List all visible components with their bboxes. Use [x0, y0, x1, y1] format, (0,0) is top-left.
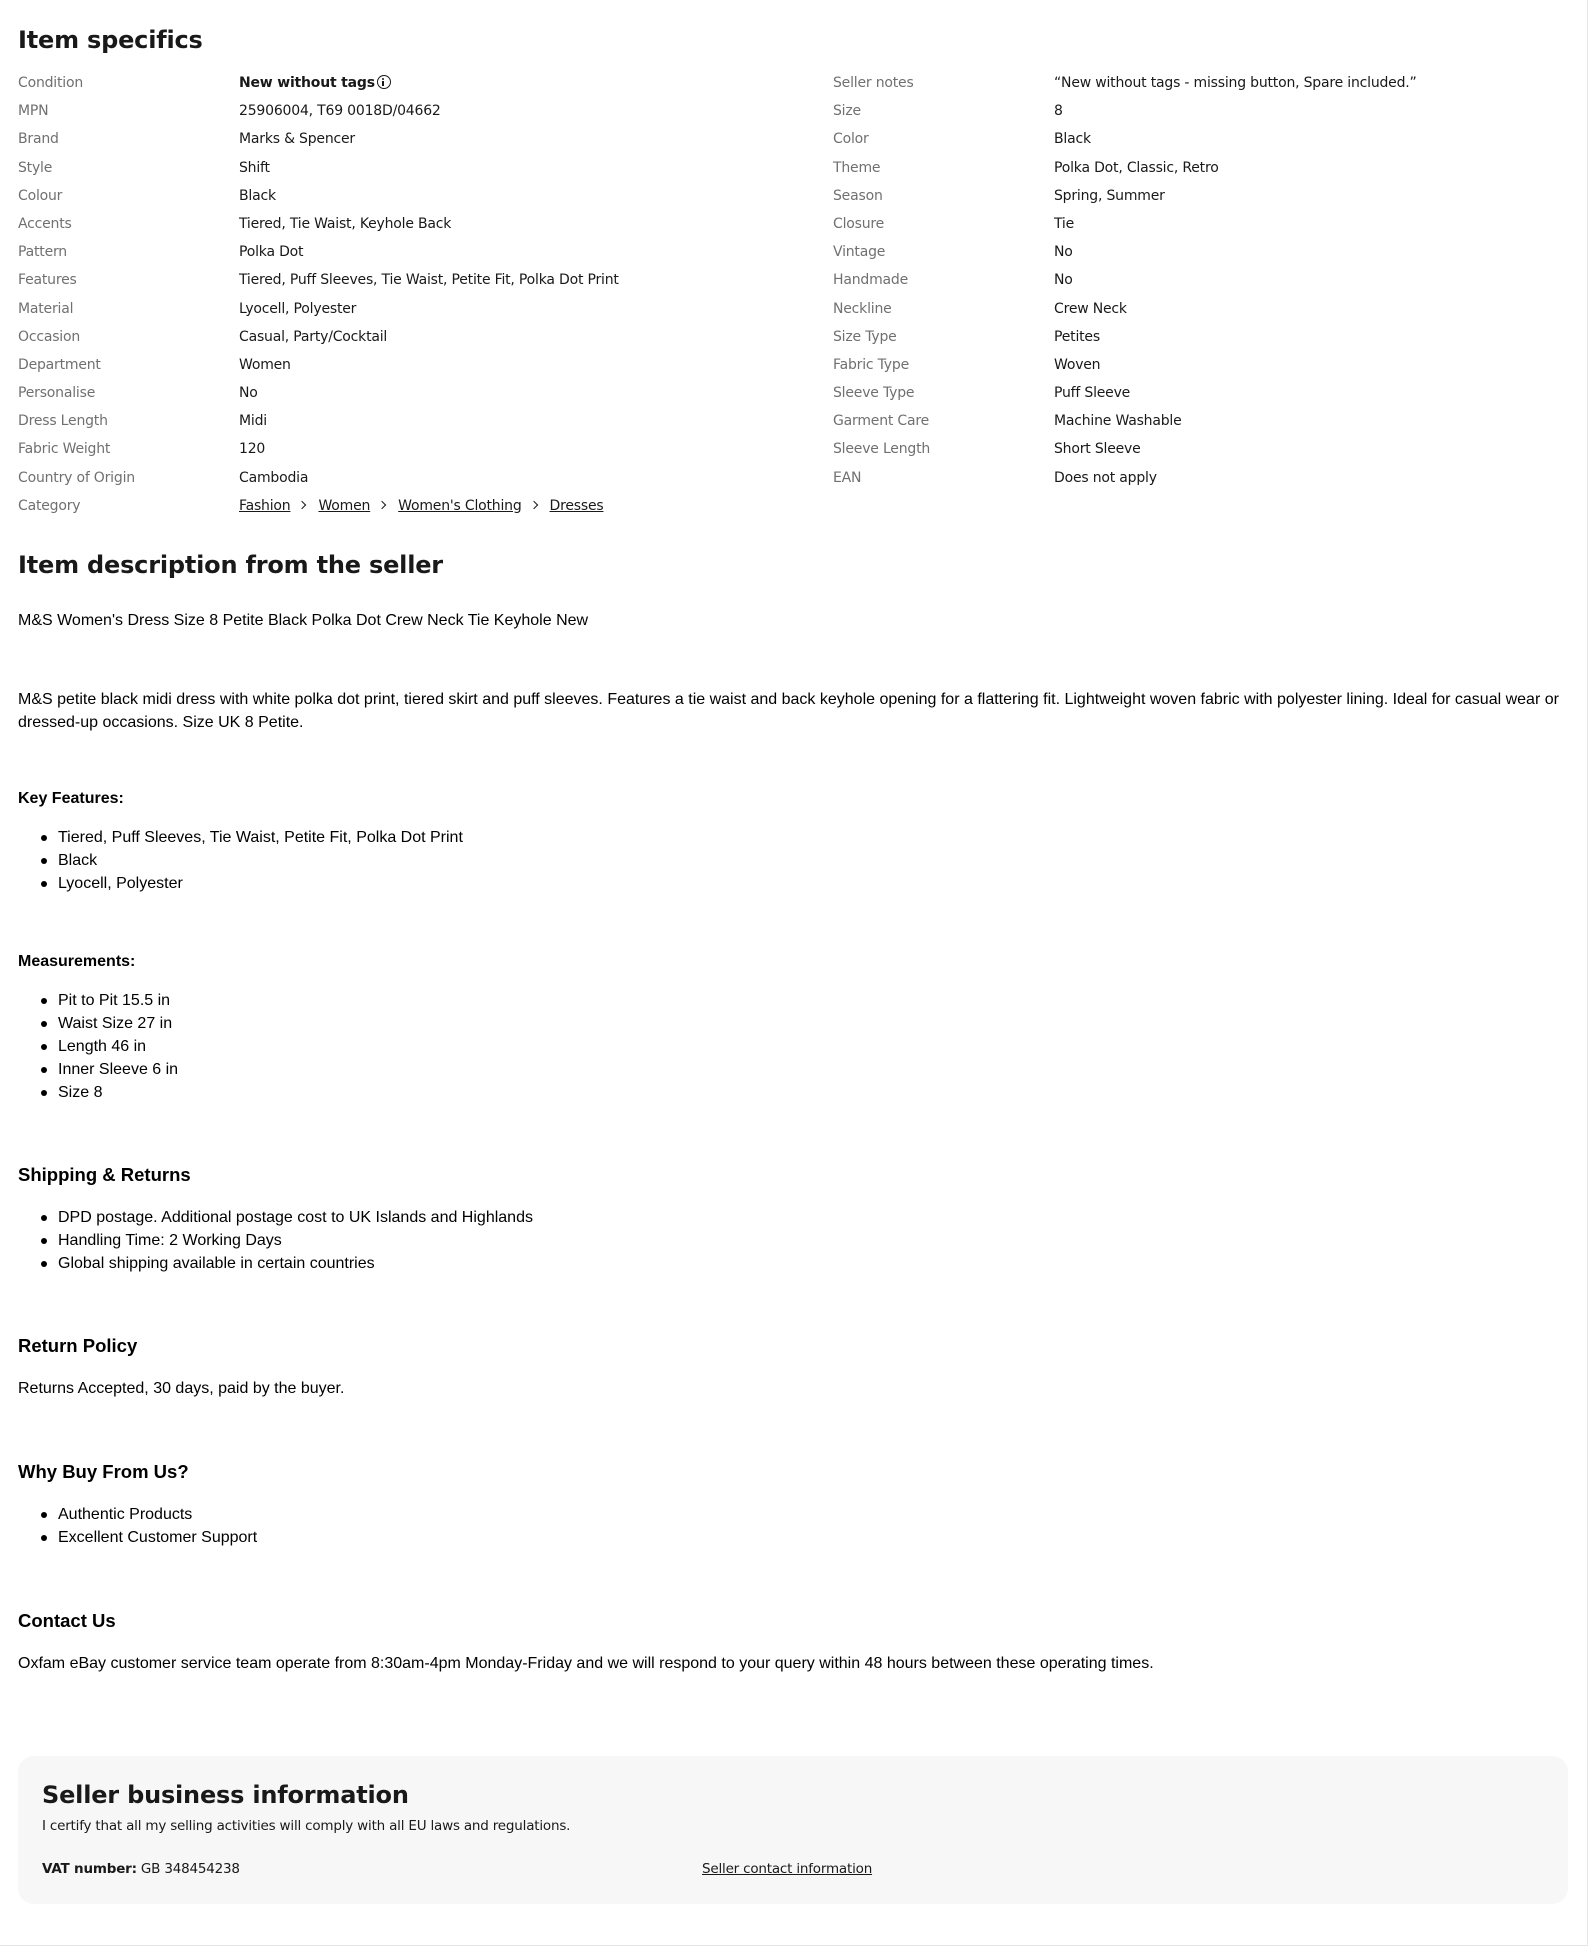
spec-value [239, 75, 391, 91]
seller-certify-text: I certify that all my selling activities will comply with all EU laws and regulations. [42, 1818, 571, 1834]
shipping-list [58, 1206, 533, 1275]
spec-value: Machine Washable [1054, 413, 1182, 430]
spec-row-closure [833, 211, 1568, 239]
list-item: Length 46 in [58, 1035, 178, 1058]
list-item: Inner Sleeve 6 in [58, 1058, 178, 1081]
list-item: Waist Size 27 in [58, 1012, 178, 1035]
description-summary: M&S petite black midi dress with white polka dot print, tiered skirt and puff sleeves. Features a tie waist and back keyhole opening for a flattering fit. Lightweight woven fabric with polyester lining. Ideal for casual wear or dressed-up occasions. Size UK 8 Petite. [18, 691, 1559, 731]
spec-row-handmade [833, 267, 1568, 295]
chevron-right-icon [298, 501, 306, 509]
spec-value: Marks & Spencer [239, 131, 355, 148]
spec-value: Lyocell, Polyester [239, 300, 357, 317]
spec-row-condition [18, 70, 818, 98]
spec-value: Shift [239, 159, 270, 176]
spec-value: Casual, Party/Cocktail [239, 328, 388, 345]
category-link-dresses[interactable]: Dresses [549, 497, 604, 514]
contact-us-text: Oxfam eBay customer service team operate from 8:30am-4pm Monday-Friday and we will respond to your query within 48 hours between these operating times. [18, 1655, 1154, 1672]
spec-row-theme [833, 155, 1568, 183]
spec-label: Country of Origin [18, 469, 135, 486]
spec-label: Closure [833, 215, 885, 232]
spec-value: 120 [239, 441, 266, 458]
spec-label: Brand [18, 131, 59, 148]
spec-label: Handmade [833, 272, 908, 289]
contact-us-title: Contact Us [18, 1610, 116, 1631]
spec-value: Polka Dot [239, 244, 304, 261]
spec-value: Tiered, Puff Sleeves, Tie Waist, Petite Fit, Polka Dot Print [239, 272, 619, 289]
spec-label: Colour [18, 187, 63, 204]
spec-value: Tiered, Tie Waist, Keyhole Back [239, 215, 452, 232]
spec-label: Occasion [18, 328, 81, 345]
spec-label: MPN [18, 103, 49, 120]
spec-label: Fabric Type [833, 356, 909, 373]
spec-row-dress-length [18, 408, 818, 436]
spec-label: Department [18, 356, 101, 373]
spec-row-pattern [18, 239, 818, 267]
spec-value: Tie [1054, 215, 1075, 232]
spec-label: Theme [833, 159, 881, 176]
spec-label: Material [18, 300, 74, 317]
spec-row-occasion [18, 324, 818, 352]
spec-row-country-of-origin [18, 465, 818, 493]
seller-contact-link[interactable]: Seller contact information [702, 1861, 873, 1877]
condition-value: New without tags [239, 75, 375, 91]
spec-label: Sleeve Length [833, 441, 931, 458]
spec-value: 8 [1054, 103, 1063, 120]
spec-value: Women [239, 356, 291, 373]
spec-row-material [18, 296, 818, 324]
specifics-right-column [833, 70, 1568, 493]
spec-label: Vintage [833, 244, 886, 261]
spec-label: Garment Care [833, 413, 930, 430]
measurements-list [58, 989, 178, 1104]
list-item: Handling Time: 2 Working Days [58, 1229, 533, 1252]
spec-label: Style [18, 159, 53, 176]
spec-row-department [18, 352, 818, 380]
spec-row-category [18, 493, 818, 521]
spec-label: Accents [18, 215, 72, 232]
spec-value [239, 498, 603, 514]
vat-value: GB 348454238 [140, 1861, 240, 1877]
list-item: Tiered, Puff Sleeves, Tie Waist, Petite Fit, Polka Dot Print [58, 826, 463, 849]
list-item: Size 8 [58, 1081, 178, 1104]
spec-row-sleeve-length [833, 436, 1568, 464]
spec-row-accents [18, 211, 818, 239]
spec-value: No [1054, 272, 1073, 289]
spec-label: Features [18, 272, 77, 289]
seller-business-title: Seller business information [42, 1781, 409, 1809]
spec-value: Crew Neck [1054, 300, 1127, 317]
why-buy-list [58, 1503, 257, 1549]
spec-value: “New without tags - missing button, Spare included.” [1054, 75, 1417, 91]
spec-row-neckline [833, 296, 1568, 324]
spec-label: Category [18, 497, 81, 514]
chevron-right-icon [378, 501, 386, 509]
spec-value: Does not apply [1054, 469, 1157, 486]
spec-row-size-type [833, 324, 1568, 352]
spec-row-features [18, 267, 818, 295]
description-headline: M&S Women's Dress Size 8 Petite Black Polka Dot Crew Neck Tie Keyhole New [18, 612, 589, 629]
spec-label: Pattern [18, 244, 67, 261]
list-item: DPD postage. Additional postage cost to UK Islands and Highlands [58, 1206, 533, 1229]
spec-row-color [833, 126, 1568, 154]
list-item: Black [58, 849, 463, 872]
spec-row-garment-care [833, 408, 1568, 436]
spec-value: Black [1054, 131, 1091, 148]
description-title: Item description from the seller [18, 551, 443, 579]
spec-row-ean [833, 465, 1568, 493]
spec-label: Condition [18, 75, 84, 91]
spec-value: Cambodia [239, 469, 309, 486]
spec-value: No [1054, 244, 1073, 261]
spec-label: Size [833, 103, 861, 120]
shipping-returns-title: Shipping & Returns [18, 1164, 191, 1185]
spec-label: Personalise [18, 385, 96, 402]
vat-number [42, 1861, 240, 1877]
spec-label: Size Type [833, 328, 897, 345]
info-icon[interactable] [377, 75, 391, 89]
spec-label: Sleeve Type [833, 385, 915, 402]
spec-row-mpn [18, 98, 818, 126]
spec-value: 25906004, T69 0018D/04662 [239, 103, 441, 120]
seller-business-info [18, 1756, 1568, 1904]
spec-row-brand [18, 126, 818, 154]
spec-row-seller-notes [833, 70, 1568, 98]
category-link-fashion[interactable]: Fashion [239, 497, 291, 514]
spec-value: Black [239, 187, 276, 204]
item-specifics-title: Item specifics [18, 26, 203, 54]
why-buy-title: Why Buy From Us? [18, 1461, 189, 1482]
spec-label: Fabric Weight [18, 441, 111, 458]
spec-value: Polka Dot, Classic, Retro [1054, 159, 1219, 176]
spec-label: Seller notes [833, 75, 914, 91]
spec-row-style [18, 155, 818, 183]
spec-label: Season [833, 187, 883, 204]
spec-row-season [833, 183, 1568, 211]
category-link-women[interactable]: Women [318, 497, 371, 514]
list-item: Lyocell, Polyester [58, 872, 463, 895]
vat-label: VAT number: [42, 1861, 137, 1877]
category-link-women-s-clothing[interactable]: Women's Clothing [398, 497, 522, 514]
spec-row-fabric-weight [18, 436, 818, 464]
key-features-list [58, 826, 463, 895]
spec-row-fabric-type [833, 352, 1568, 380]
return-policy-text: Returns Accepted, 30 days, paid by the buyer. [18, 1380, 345, 1397]
spec-row-sleeve-type [833, 380, 1568, 408]
spec-value: No [239, 385, 258, 402]
spec-row-personalise [18, 380, 818, 408]
spec-row-vintage [833, 239, 1568, 267]
spec-value: Puff Sleeve [1054, 385, 1131, 402]
measurements-title: Measurements: [18, 953, 136, 970]
list-item: Global shipping available in certain countries [58, 1252, 533, 1275]
spec-label: EAN [833, 469, 862, 486]
key-features-title: Key Features: [18, 790, 124, 807]
spec-label: Neckline [833, 300, 892, 317]
spec-value: Petites [1054, 328, 1100, 345]
spec-row-colour [18, 183, 818, 211]
return-policy-title: Return Policy [18, 1335, 138, 1356]
spec-label: Color [833, 131, 869, 148]
spec-value: Short Sleeve [1054, 441, 1141, 458]
spec-value: Midi [239, 413, 267, 430]
spec-label: Dress Length [18, 413, 108, 430]
list-item: Pit to Pit 15.5 in [58, 989, 178, 1012]
list-item: Authentic Products [58, 1503, 257, 1526]
spec-value: Woven [1054, 356, 1101, 373]
list-item: Excellent Customer Support [58, 1526, 257, 1549]
spec-row-size [833, 98, 1568, 126]
spec-value: Spring, Summer [1054, 187, 1165, 204]
specifics-left-column [18, 70, 818, 521]
chevron-right-icon [529, 501, 537, 509]
